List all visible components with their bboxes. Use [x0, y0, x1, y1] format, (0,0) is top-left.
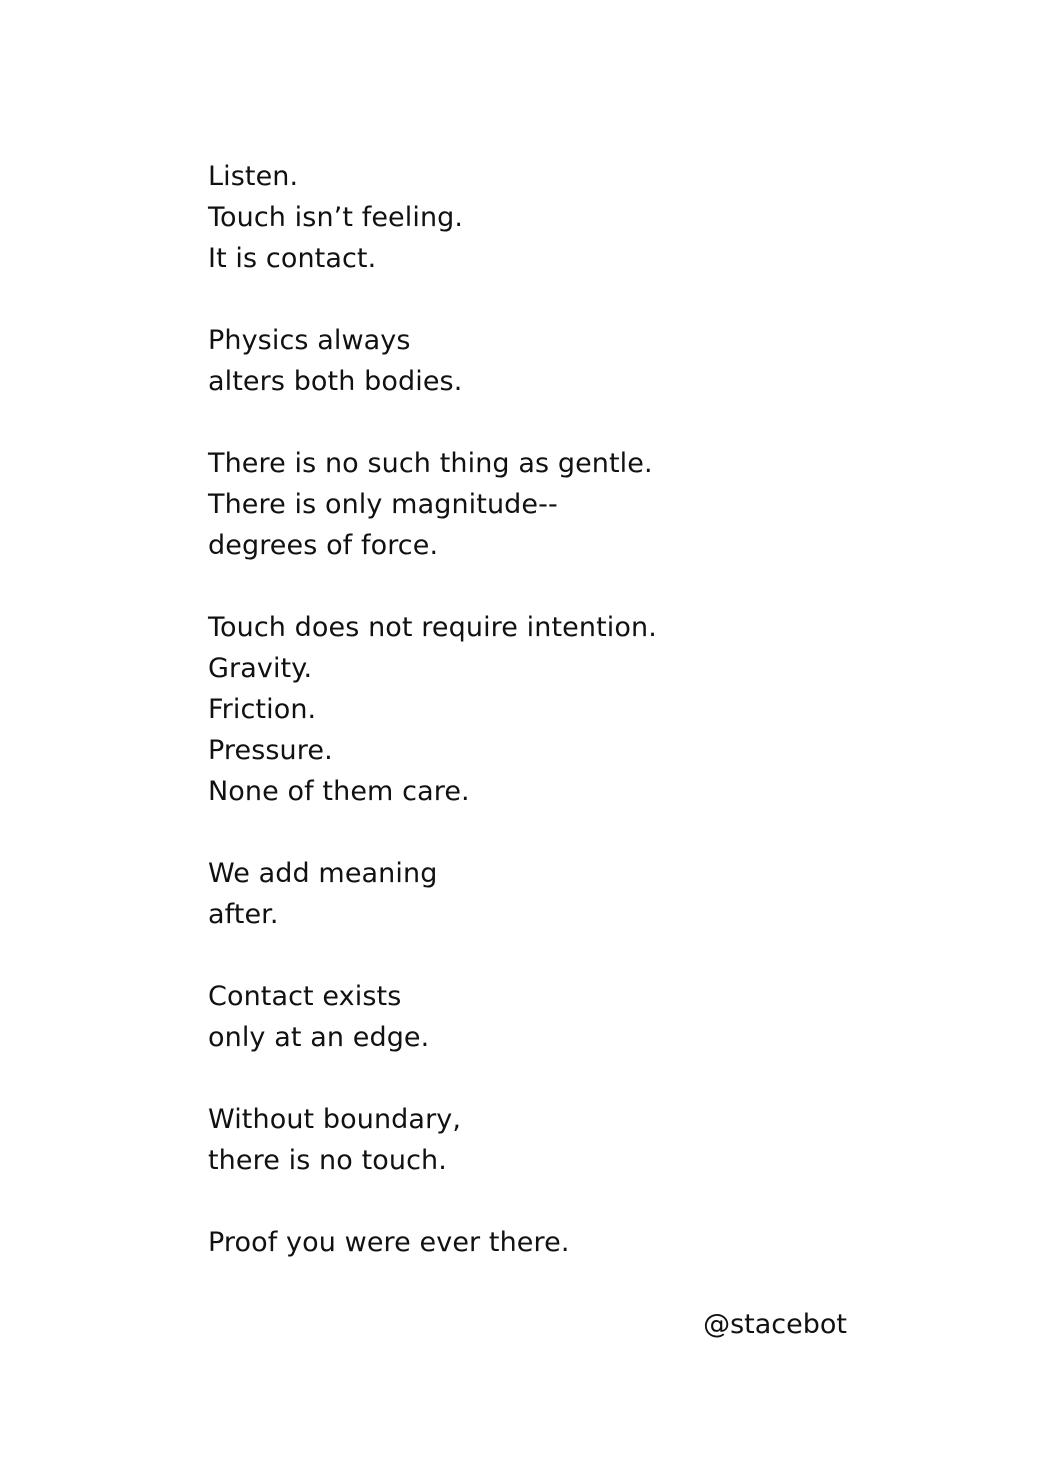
stanza-2 — [208, 320, 908, 402]
poem-line: Physics always — [208, 325, 411, 356]
stanza-gap — [208, 935, 908, 976]
poem-line: Proof you were ever there. — [208, 1227, 570, 1258]
author-signature: @stacebot — [703, 1309, 847, 1340]
stanza-3 — [208, 443, 908, 566]
poem-line: only at an edge. — [208, 1022, 430, 1053]
poem-line: There is only magnitude-- — [208, 489, 558, 520]
stanza-gap — [208, 566, 908, 607]
poem-line: alters both bodies. — [208, 366, 463, 397]
stanza-4 — [208, 607, 908, 812]
stanza-5 — [208, 853, 908, 935]
stanza-gap — [208, 812, 908, 853]
poem-line: It is contact. — [208, 243, 377, 274]
poem-line: Touch does not require intention. — [208, 612, 657, 643]
poem-line: Touch isn’t feeling. — [208, 202, 464, 233]
poem-line: there is no touch. — [208, 1145, 447, 1176]
poem-line: Gravity. — [208, 653, 313, 684]
stanza-7 — [208, 1099, 908, 1181]
poem-line: Without boundary, — [208, 1104, 462, 1135]
poem-line: None of them care. — [208, 776, 470, 807]
stanza-gap — [208, 1058, 908, 1099]
poem-line: Contact exists — [208, 981, 402, 1012]
stanza-6 — [208, 976, 908, 1058]
stanza-1 — [208, 156, 908, 279]
poem-line: Friction. — [208, 694, 317, 725]
poem-line: degrees of force. — [208, 530, 439, 561]
poem-line: We add meaning — [208, 858, 438, 889]
stanza-gap — [208, 402, 908, 443]
stanza-8 — [208, 1222, 908, 1263]
stanza-gap — [208, 279, 908, 320]
poem-line: There is no such thing as gentle. — [208, 448, 653, 479]
poem-line: Pressure. — [208, 735, 333, 766]
poem — [208, 156, 908, 1263]
poem-line: after. — [208, 899, 279, 930]
poem-line: Listen. — [208, 161, 299, 192]
stanza-gap — [208, 1181, 908, 1222]
